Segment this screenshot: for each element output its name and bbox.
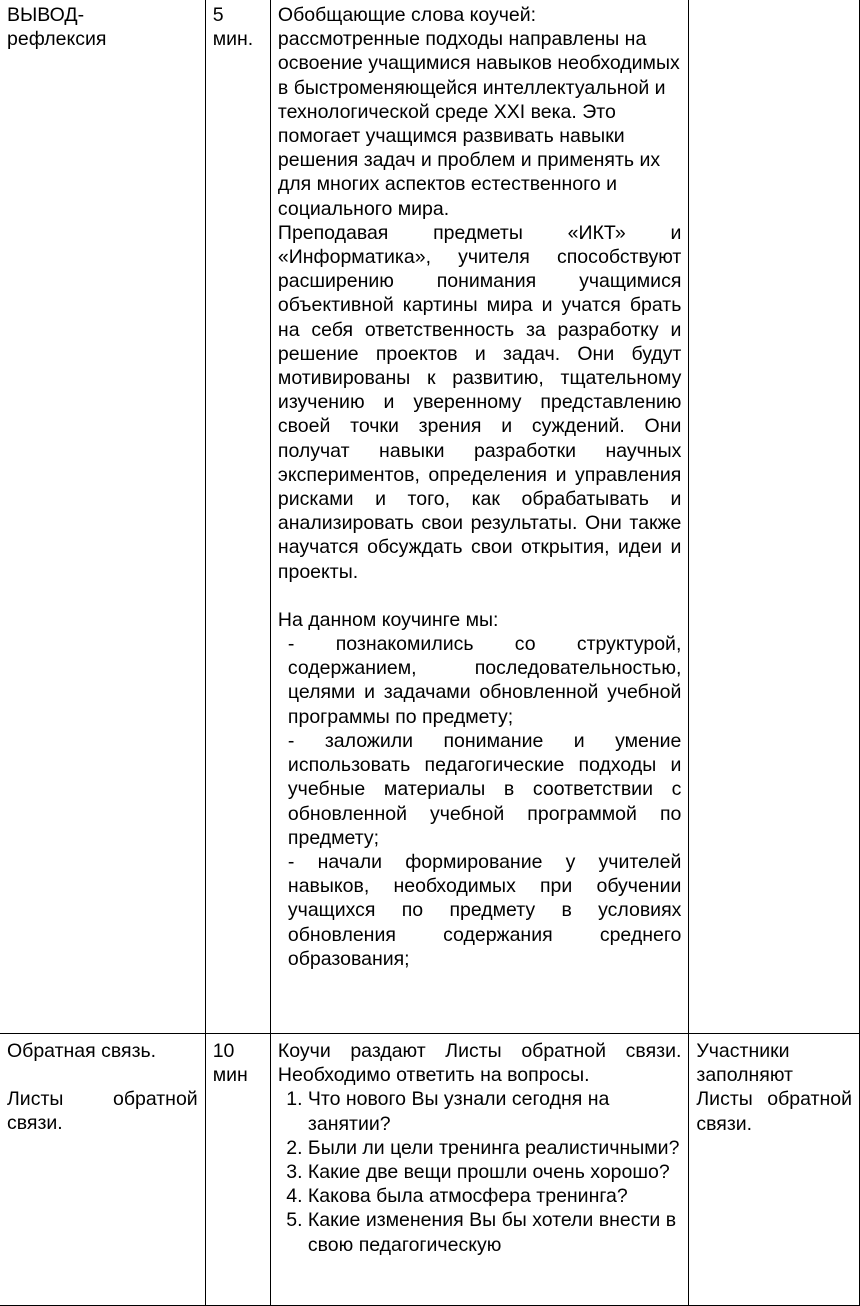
result-item-1: - познакомились со структурой, содержанием, последовательностью, целями и задачами обновленной учебной программы по предмету; [287,633,682,728]
spacer [278,584,681,608]
stage-label: Обратная связь. [7,1040,157,1062]
content-cell [270,1034,688,1306]
participants-text: Участники заполняют Листы обратной связи. [696,1040,852,1135]
table-row-feedback [0,1034,860,1306]
time-label: 5 мин. [212,4,254,51]
stage-label: ВЫВОД-рефлексия [7,4,107,51]
coaching-intro: На данном коучинге мы: [277,608,499,631]
time-cell [205,1034,270,1306]
stage-cell [0,1034,205,1306]
subjects-paragraph: Преподавая предметы «ИКТ» и «Информатика», учителя способствуют расширению понимания учащимися объективной картины мира и учатся брать на себя ответственность за разработку и решение проектов и задач. Они будут мотивированы к развитию, тщательному изучению и уверенному представлению своей точки зрения и суждений. Они получат навыки разработки научных экспериментов, определения и управления рисками и того, как обрабатывать и анализировать свои результаты. Они также научатся обсуждать свои открытия, идеи и проекты. [277,221,682,583]
stage-cell [0,0,205,1034]
time-cell [205,0,270,1034]
question-list [278,1087,681,1256]
list-item: 2. Были ли цели тренинга реалистичными? [308,1136,681,1160]
result-item-3: - начали формирование у учителей навыков, необходимых при обучении учащихся по предмету в условиях обновления содержания среднего образования; [287,850,682,970]
list-item: 3. Какие две вещи прошли очень хорошо? [308,1160,681,1184]
list-item: 1. Что нового Вы узнали сегодня на занятии? [308,1087,681,1135]
participants-cell [689,0,860,1034]
content-cell [270,0,688,1034]
time-label: 10 мин [212,1040,248,1087]
feedback-intro: Коучи раздают Листы обратной связи. Необходимо ответить на вопросы. [277,1040,682,1087]
spacer [7,1063,198,1087]
list-item: 5. Какие изменения Вы бы хотели внести в свою педагогическую [308,1208,681,1256]
summary-paragraph: Обобщающие слова коучей: рассмотренные подходы направлены на освоение учащимися навыков необходимых в быстроменяющейся интеллектуальной и технологической среде XXI века. Это помогает учащимся развивать навыки решения задач и проблем и применять их для многих аспектов естественного и социального мира. [277,4,680,220]
participants-cell [689,1034,860,1306]
stage-note: Листы обратной связи. [7,1088,198,1135]
list-item: 4. Какова была атмосфера тренинга? [308,1184,681,1208]
result-item-2: - заложили понимание и умение использовать педагогические подходы и учебные материалы в соответствии с обновленной учебной программой по предмету; [287,729,682,849]
